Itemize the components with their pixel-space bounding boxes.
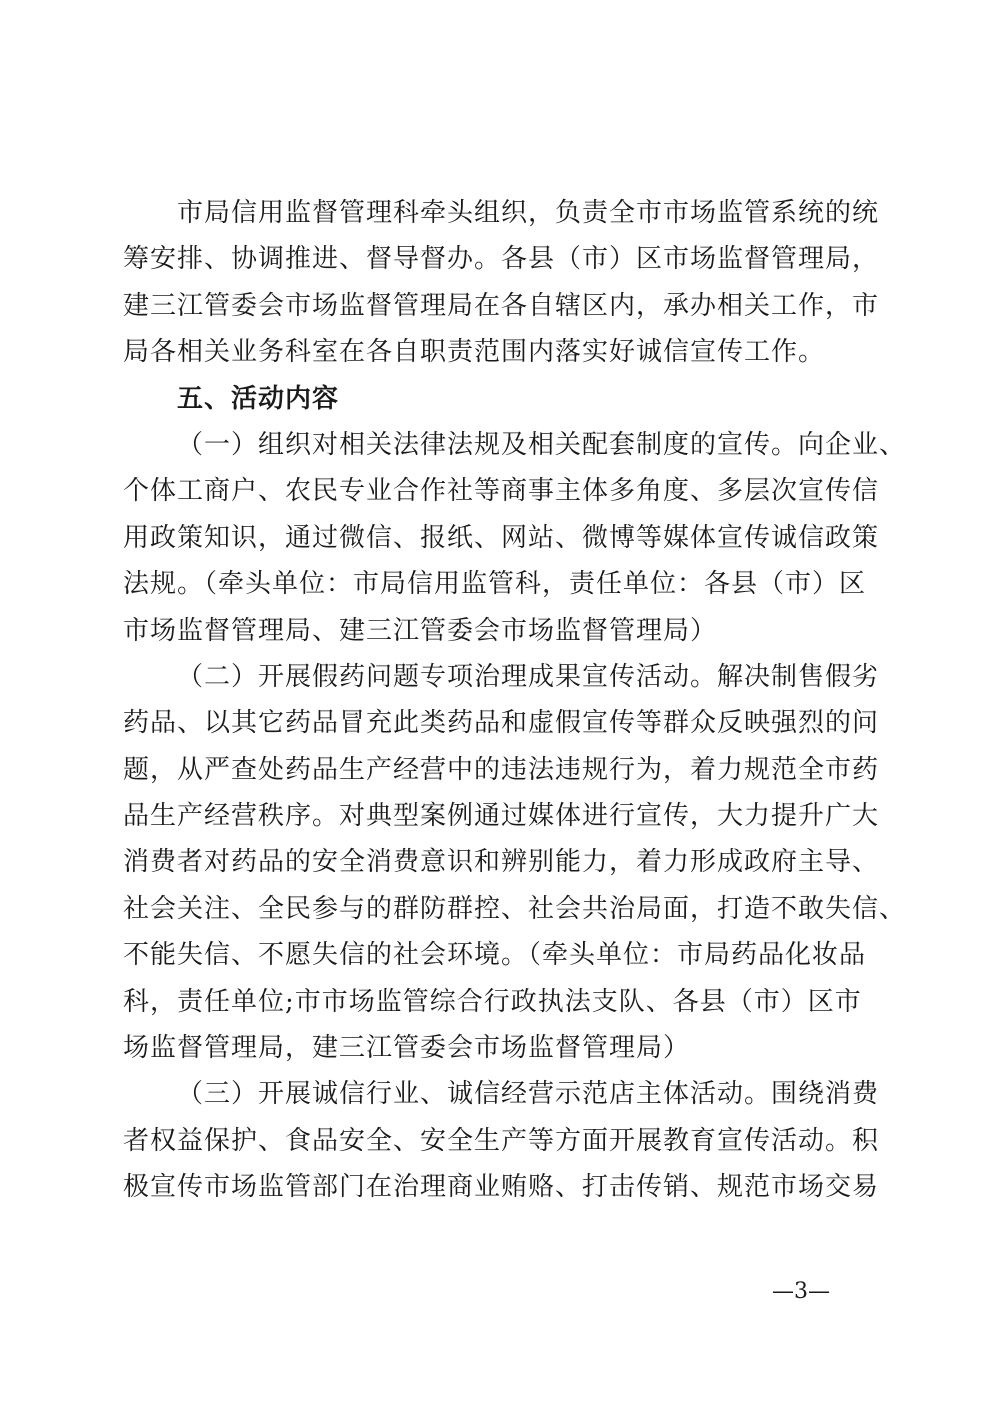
body-line: 药品、以其它药品冒充此类药品和虚假宣传等群众反映强烈的问 bbox=[123, 708, 880, 739]
body-line: 法规。（牵头单位：市局信用监管科，责任单位：各县（市）区 bbox=[123, 569, 867, 600]
document-body bbox=[123, 190, 907, 1211]
body-line: 者权益保护、食品安全、安全生产等方面开展教育宣传活动。积 bbox=[123, 1125, 880, 1156]
body-line: （一）组织对相关法律法规及相关配套制度的宣传。向企业、 bbox=[177, 429, 907, 460]
body-line: 建三江管委会市场监督管理局在各自辖区内，承办相关工作，市 bbox=[123, 290, 880, 321]
body-line: 品生产经营秩序。对典型案例通过媒体进行宣传，大力提升广大 bbox=[123, 801, 880, 832]
body-line: 科，责任单位;市市场监管综合行政执法支队、各县（市）区市 bbox=[123, 986, 862, 1017]
body-line: 极宣传市场监管部门在治理商业贿赂、打击传销、规范市场交易 bbox=[123, 1172, 880, 1203]
body-line: 不能失信、不愿失信的社会环境。（牵头单位：市局药品化妆品 bbox=[123, 940, 867, 971]
body-line: 场监督管理局，建三江管委会市场监督管理局） bbox=[123, 1033, 691, 1064]
body-line: 市场监督管理局、建三江管委会市场监督管理局） bbox=[123, 615, 718, 646]
page-number: —3— bbox=[772, 1279, 830, 1304]
body-line: 题，从严查处药品生产经营中的违法违规行为，着力规范全市药 bbox=[123, 754, 880, 785]
body-line: 个体工商户、农民专业合作社等商事主体多角度、多层次宣传信 bbox=[123, 476, 880, 507]
body-line: 社会关注、全民参与的群防群控、社会共治局面，打造不敢失信、 bbox=[123, 893, 907, 924]
body-line: 市局信用监督管理科牵头组织，负责全市市场监管系统的统 bbox=[177, 198, 880, 228]
body-line: 筹安排、协调推进、督导督办。各县（市）区市场监督管理局， bbox=[123, 244, 880, 275]
body-line: （二）开展假药问题专项治理成果宣传活动。解决制售假劣 bbox=[177, 661, 880, 692]
body-line: 消费者对药品的安全消费意识和辨别能力，着力形成政府主导、 bbox=[123, 847, 880, 878]
body-line: 局各相关业务科室在各自职责范围内落实好诚信宣传工作。 bbox=[123, 337, 826, 368]
section-heading: 五、活动内容 bbox=[177, 383, 340, 414]
body-line: （三）开展诚信行业、诚信经营示范店主体活动。围绕消费 bbox=[177, 1079, 880, 1110]
body-line: 用政策知识，通过微信、报纸、网站、微博等媒体宣传诚信政策 bbox=[123, 522, 880, 553]
